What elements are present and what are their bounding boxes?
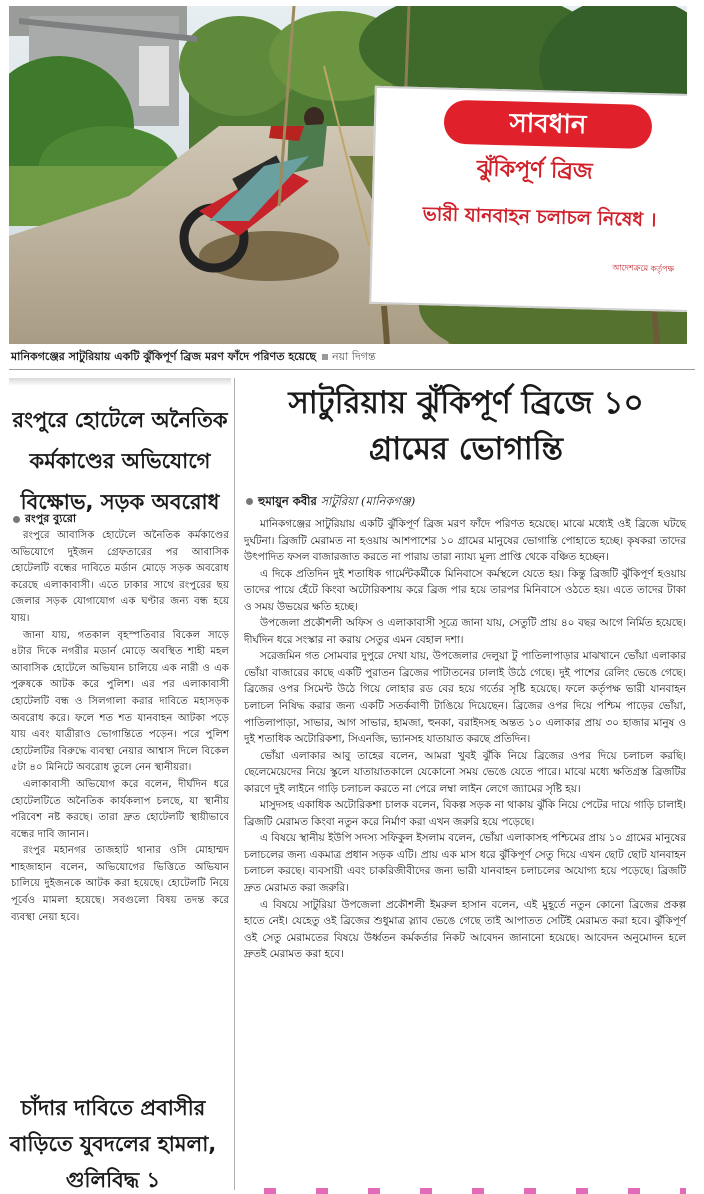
article-paragraph: সরেজমিন গত সোমবার দুপুরে দেখা যায়, উপজেলার দেলুয়া টু পাতিলাপাড়ার মাঝখানে ভোঁয়া এলাকার ভোঁয়া বাজারের কাছে একটি পুরাতন ব্রিজের পাটাতনের ঢালাই উঠে গেছে। দুই পাশের রেলিং ভেঙে গেছে। ব্রিজের ওপর সিমেন্ট উঠে গিয়ে লোহার রড বের হয়ে গর্তের সৃষ্টি হয়েছে। ফলে কর্তৃপক্ষ ভারী যানবাহন চলাচল নিষিদ্ধ করার জন্য একটি সতর্কবাণী টাঙিয়ে দিয়েছেন। ব্রিজের ওপর দিয়ে পশ্চিম পাড়ের ভোঁয়া, পাতিলাপাড়া, সাভার, আগ সাভার, হামজা, হুনকা, বরাইদসহ অন্তত ১০ এলাকার প্রায় ৩০ হাজার মানুষ ও দুই শতাধিক অটোরিকশা, সিএনজি, ভ্যানসহ যাতায়াত করছে প্রতিদিন। <box>244 650 686 746</box>
article-location: সাটুরিয়া (মানিকগঞ্জ) <box>320 494 416 508</box>
article-paragraph: মাসুদসহ একাধিক অটোরিকশা চালক বলেন, বিকল্প সড়ক না থাকায় ঝুঁকি নিয়ে পেটের দায়ে গাড়ি চালাই। ব্রিজটি মেরামত কিংবা নতুন করে নির্মাণ করা এখন জরুরি হয়ে পড়েছে। <box>244 799 686 828</box>
side-story-paragraph: রংপুর মহানগর তাজহাট থানার ওসি মোহাম্মদ শাহজাহান বলেন, অভিযোগের ভিত্তিতে অভিযান চালিয়ে দুইজনকে আটক করা হয়েছে। হোটেলটি নিয়ে পূর্বেও মামলা হয়েছে। সবগুলো বিষয় তদন্ত করে ব্যবস্থা নেয়া হবে। <box>11 845 229 923</box>
warning-sign <box>369 86 687 312</box>
side-story-byline-text: রংপুর ব্যুরো <box>25 512 77 525</box>
sign-authority-text: আদেশক্রমে কর্তৃপক্ষ <box>612 263 675 274</box>
article-paragraph: এ দিকে প্রতিদিন দুই শতাধিক গার্মেন্টকর্মীকে মিনিবাসে কর্মস্থলে যেতে হয়। কিন্তু ব্রিজটি ঝুঁকিপূর্ণ হওয়ায় তাদের পায়ে হেঁটে কিংবা অটোরিকশায় করে ব্রিজ পার হয়ে তারপর মিনিবাসে ওঠতে হয়। এতে তাদের টাকা ও সময় উভয়ের ক্ষতি হচ্ছে। <box>244 567 686 613</box>
side-story-paragraph: জানা যায়, গতকাল বৃহস্পতিবার বিকেল সাড়ে ৪টার দিকে নগরীর মডার্ন মোড়ে অবস্থিত শাহী মহল আবাসিক হোটেলে অভিযান চালিয়ে এক নারী ও এক পুরুষকে আটক করে পুলিশ। এর পর এলাকাবাসী হোটেলটি বন্ধ ও সিলগালা করার দাবিতে মহাসড়ক অবরোধ করে। ফলে শত শত যানবাহন আটকা পড়ে যায় এবং যাত্রীরাও ভোগান্তিতে পড়েন। পরে পুলিশ হোটেলটির বিরুদ্ধে ব্যবস্থা নেয়ার আশ্বাস দিলে বিকেল ৫টা ৪০ মিনিটে অবরোধ তুলে নেন স্থানীয়রা। <box>11 629 229 774</box>
article-author: হুমায়ুন কবীর <box>258 494 317 508</box>
next-story-headline: চাঁদার দাবিতে প্রবাসীর বাড়িতে যুবদলের হামলা, গুলিবিদ্ধ ১ <box>9 1096 217 1192</box>
news-photo <box>9 6 687 344</box>
bullet-icon <box>246 498 253 505</box>
article-paragraph: ভোঁয়া এলাকার আবু তাহের বলেন, আমরা খুবই ঝুঁকি নিয়ে ব্রিজের ওপর দিয়ে চলাচল করছি। ছেলেমেয়েদের নিয়ে স্কুলে যাতায়াতকালে যেকোনো সময় ভেঙে যেতে পারে। মাঝে মধ্যে ক্ষতিগ্রস্ত ব্রিজটির কারণে দুই লাইনে গাড়ি চলাচল করতে না পেরে লম্বা লাইন লেগে জ্যামের সৃষ্টি হয়। <box>244 749 686 795</box>
side-story-headline: রংপুরে হোটেলে অনৈতিক কর্মকাণ্ডের অভিযোগে বিক্ষোভ, সড়ক অবরোধ <box>12 408 228 514</box>
top-divider <box>9 369 695 370</box>
caption-separator-square <box>322 354 328 360</box>
article-byline <box>246 494 686 508</box>
side-story-shade <box>9 378 231 386</box>
caption-text: মানিকগঞ্জের সাটুরিয়ায় একটি ঝুঁকিপূর্ণ ব্রিজ মরণ ফাঁদে পরিণত হয়েছে <box>11 350 317 363</box>
photo-credit: নয়া দিগন্ত <box>332 350 376 363</box>
side-story-body <box>11 528 229 926</box>
article-paragraph: এ বিষয়ে সাটুরিয়া উপজেলা প্রকৌশলী ইমরুল হাসান বলেন, এই মুহূর্তে নতুন কোনো ব্রিজের প্রকল্প হাতে নেই। যেহেতু ওই ব্রিজের শুধুমাত্র স্ল্যাব ভেঙে গেছে তাই আপাতত সেটিই মেরামত করা হবে। ঝুঁকিপূর্ণ ওই সেতু মেরামতের বিষয়ে উর্ধ্বতন কর্মকর্তার নিকট আবেদন জানানো হয়েছে। আবেদন অনুমোদন হলে দ্রুতই মেরামত করা হবে। <box>244 898 686 961</box>
side-story-paragraph: রংপুরে আবাসিক হোটেলে অনৈতিক কর্মকাণ্ডের অভিযোগে দুইজন গ্রেফতারের পর আবাসিক হোটেলটি বন্ধের দাবিতে মর্ডান মোড়ে সড়ক অবরোধ করেছে এলাকাবাসী। এতে ঢাকার সাথে রংপুরের ছয় জেলার সড়ক যোগাযোগ এক ঘণ্টার জন্য বন্ধ হয়ে যায়। <box>11 530 229 624</box>
sign-risky-bridge-text: ঝুঁকিপূর্ণ ব্রিজ <box>476 156 593 185</box>
article-paragraph: উপজেলা প্রকৌশলী অফিস ও এলাকাবাসী সূত্রে জানা যায়, সেতুটি প্রায় ৪০ বছর আগে নির্মিত হয়েছে। দীর্ঘদিন ধরে সংস্কার না করায় সেতুর এমন বেহাল দশা। <box>244 617 686 646</box>
article-paragraph: মানিকগঞ্জের সাটুরিয়ায় একটি ঝুঁকিপূর্ণ ব্রিজ মরণ ফাঁদে পরিণত হয়েছে। মাঝে মধ্যেই ওই ব্রিজে ঘটছে দুর্ঘটনা। ব্রিজটি মেরামত না হওয়ায় আশপাশের ১০ গ্রামের মানুষের ভোগান্তি পোহাতে হচ্ছে। কৃষকরা তাদের উৎপাদিত ফসল বাজারজাত করতে না পারায় তারা ন্যায্য মূল্য প্রাপ্তি থেকে বঞ্চিত হচ্ছেন। <box>244 518 686 564</box>
sign-warning-text: সাবধান <box>443 100 652 149</box>
side-story-byline <box>13 512 229 526</box>
next-headline-strip <box>246 1188 686 1194</box>
side-story-paragraph: এলাকাবাসী অভিযোগ করে বলেন, দীর্ঘদিন ধরে হোটেলটিতে অনৈতিক কার্যকলাপ চলছে, যা স্থানীয় পরিবেশ নষ্ট করছে। তারা দ্রুত হোটেলটি স্থায়ীভাবে বন্ধের দাবি জানান। <box>11 778 229 840</box>
column-divider <box>234 378 235 1190</box>
article-body <box>244 516 686 963</box>
article-headline: সাটুরিয়ায় ঝুঁকিপূর্ণ ব্রিজে ১০ গ্রামের ভোগান্তি <box>288 385 644 467</box>
sign-heavy-vehicle-text: ভারী যানবাহন চলাচল নিষেধ । <box>422 203 657 232</box>
article-paragraph: এ বিষয়ে স্থানীয় ইউপি সদস্য সফিকুল ইসলাম বলেন, ভোঁয়া এলাকাসহ পশ্চিমের প্রায় ১০ গ্রামের মানুষের চলাচলের জন্য একমাত্র প্রধান সড়ক এটি। প্রায় এক মাস ধরে ঝুঁকিপূর্ণ সেতু দিয়ে এখন ছোট ছোট যানবাহন চলাচল করছে। ব্যবসায়ী এবং চাকরিজীবীদের জন্য ভারী যানবাহন চলাচলের অযোগ্য হয়ে পড়েছে। ব্রিজটি দ্রুত মেরামত করা জরুরি। <box>244 832 686 895</box>
bullet-icon <box>13 516 20 523</box>
photo-caption <box>11 350 687 364</box>
